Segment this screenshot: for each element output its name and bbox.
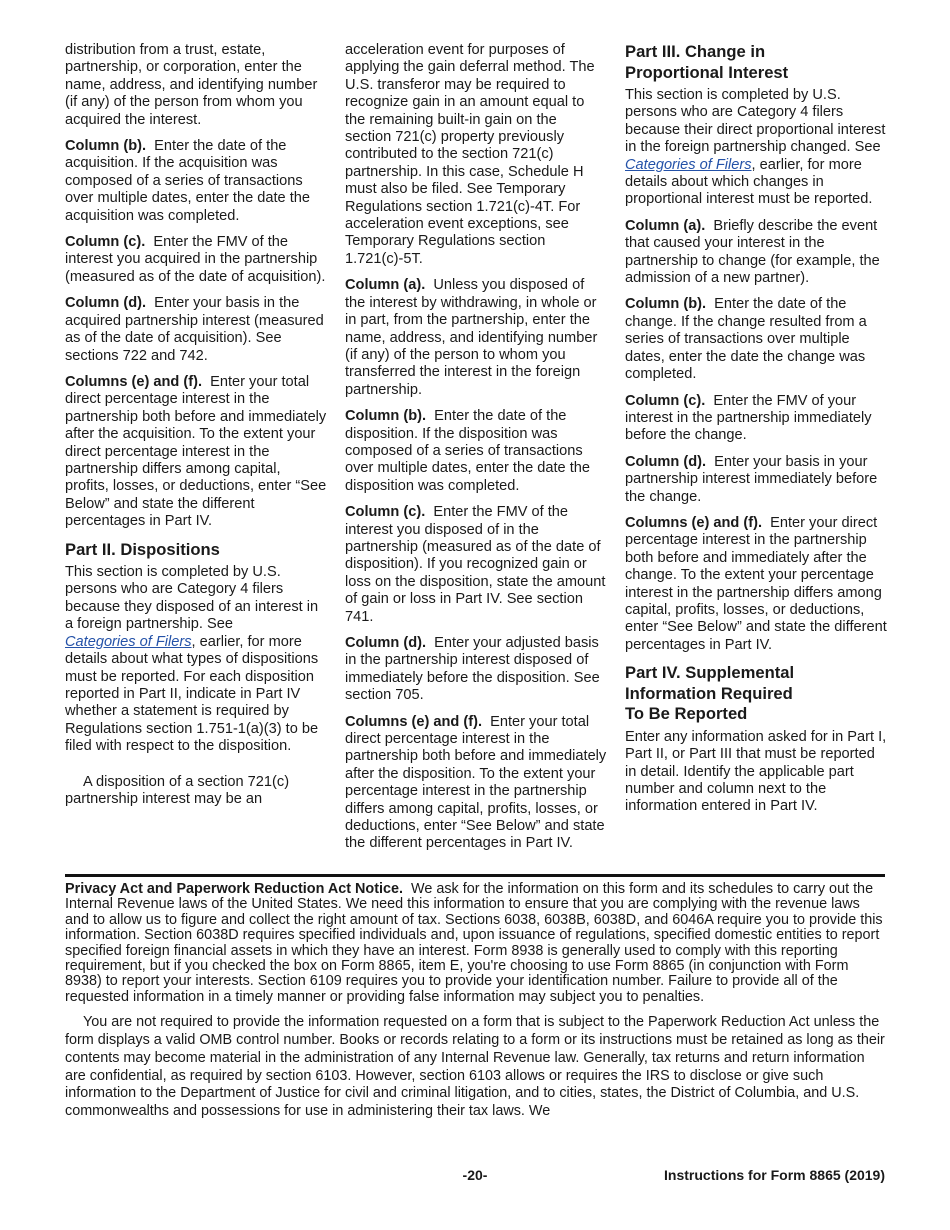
term-label: Column (b).: [345, 408, 427, 425]
paragraph-col2-column-d: [345, 635, 607, 705]
term-text: Enter the FMV of the interest you acquired in the partnership (measured as of the date of acquisition).: [65, 234, 326, 285]
heading-line: Part III. Change in: [625, 42, 766, 61]
paragraph-col3-column-b: [625, 296, 887, 383]
paragraph-col3-column-a: [625, 218, 887, 288]
term-label: Column (d).: [625, 453, 707, 470]
categories-of-filers-link[interactable]: Categories of Filers: [625, 156, 752, 173]
categories-of-filers-link[interactable]: Categories of Filers: [65, 633, 192, 650]
paragraph-col2-columns-ef: [345, 714, 607, 853]
term-label: Columns (e) and (f).: [345, 713, 483, 730]
term-text: Enter your direct percentage interest in the partnership both before and immediately after the change. To the extent your percentage interest in the partnership differs among capital, profits, losses, or deductions, enter “See Below” and state the different percentages in Part IV.: [625, 514, 887, 653]
paragraph-col3-column-c: [625, 393, 887, 445]
term-label: Column (d).: [345, 635, 427, 651]
term-text: Enter your basis in your partnership interest immediately before the change.: [625, 453, 878, 505]
term-text: Enter the FMV of your interest in the partnership immediately before the change.: [625, 392, 872, 444]
page-footer: [65, 1167, 885, 1187]
term-text: Enter your adjusted basis in the partnership interest disposed of immediately before the disposition. See section 705.: [345, 635, 600, 704]
paragraph-col1-columns-ef: [65, 374, 327, 531]
column-middle: [345, 42, 607, 872]
heading-line: Information Required: [625, 683, 793, 703]
form-title: Instructions for Form 8865 (2019): [664, 1167, 885, 1183]
paragraph-col2-column-b: [345, 408, 607, 495]
term-text: Enter the date of the acquisition. If the acquisition was composed of a series of transactions over multiple dates, enter the date the acquisition was completed.: [65, 138, 311, 224]
paragraph-col1-column-b: [65, 138, 327, 225]
term-label: Column (a).: [345, 277, 426, 294]
term-label: Column (c).: [345, 504, 426, 521]
term-label: Columns (e) and (f).: [65, 373, 203, 390]
heading-line: Proportional Interest: [625, 62, 789, 82]
heading-part-iii: [625, 42, 887, 83]
paragraph-part-iv: Enter any information asked for in Part I, Part II, or Part III that must be reported in detail. Identify the applicable part number and column next to the information entered in Part IV.: [625, 728, 887, 815]
part-iii-text-1: This section is completed by U.S. persons who are Category 4 filers because their direct proportional interest in the foreign partnership changed. See: [625, 87, 886, 156]
term-text: Enter your total direct percentage interest in the partnership both before and immediately after the acquisition. To the extent your direct percentage interest in the partnership differs among capital, profits, losses, or deductions, enter “See Below” and state the different percentages in Part IV.: [65, 373, 327, 530]
page-number: -20-: [462, 1167, 488, 1183]
heading-part-iv: [625, 663, 887, 725]
privacy-label: Privacy Act and Paperwork Reduction Act Notice.: [65, 881, 404, 897]
part-ii-text-1: This section is completed by U.S. persons who are Category 4 filers because they disposed of an interest in a foreign partnership. See: [65, 564, 319, 633]
privacy-act-notice: [65, 874, 885, 1130]
term-text: Enter your total direct percentage interest in the partnership both before and immediately after the disposition. To the extent your percentage interest in the partnership differs among capital, profits, losses, or deductions, enter “See Below” and state the different percentages in Part IV.: [345, 713, 607, 852]
term-label: Column (c).: [65, 234, 146, 251]
term-label: Columns (e) and (f).: [625, 514, 763, 531]
term-text: Briefly describe the event that caused your interest in the partnership to change (for example, the admission of a new partner).: [625, 217, 880, 287]
term-text: Unless you disposed of the interest by withdrawing, in whole or in part, from the partnership, enter the name, address, and identifying number (if any) of the person to whom you transferred the interest in the foreign partnership.: [345, 277, 598, 398]
heading-line: To Be Reported: [625, 704, 748, 724]
heading-line: Part IV. Supplemental: [625, 663, 795, 683]
paragraph-col3-columns-ef: [625, 515, 887, 654]
term-text: Enter the date of the change. If the change resulted from a series of transactions over multiple dates, enter the date the change was completed.: [625, 296, 867, 383]
paragraph-col3-column-d: [625, 454, 887, 506]
paragraph-acquired-from: distribution from a trust, estate, partnership, or corporation, enter the name, address, and identifying number (if any) of the person from whom you acquired the interest.: [65, 42, 318, 128]
term-label: Column (c).: [625, 392, 706, 409]
term-label: Column (b).: [65, 138, 147, 155]
heading-part-ii: Part II. Dispositions: [65, 539, 220, 559]
term-label: Column (b).: [625, 296, 707, 313]
column-left: [65, 42, 327, 872]
paragraph-col2-column-a: [345, 277, 607, 399]
paragraph-acceleration-event: acceleration event for purposes of applying the gain deferral method. The U.S. transferor may be required to recognize gain in an amount equal to the remaining built-in gain on the section 721(c) property previously contributed to the section 721(c) partnership. In this case, Schedule H must also be filed. See Temporary Regulations section 1.721(c)-4T. For acceleration event exceptions, see Temporary Regulations section 1.721(c)-5T.: [345, 42, 595, 267]
term-text: Enter the FMV of the interest you disposed of in the partnership (measured as of the date of disposition). If you recognized gain or loss on the disposition, state the amount of gain or loss in Part IV. See section 741.: [345, 504, 606, 625]
term-text: Enter the date of the disposition. If the disposition was composed of a series of transactions over multiple dates, enter the date the disposition was completed.: [345, 408, 591, 494]
privacy-paragraph-1: [65, 882, 885, 1005]
privacy-paragraph-2: You are not required to provide the information requested on a form that is subject to the Paperwork Reduction Act unless the form displays a valid OMB control number. Books or records relating to a form or its instructions must be retained as long as their contents may become material in the administration of any Internal Revenue law. Generally, tax returns and return information are confidential, as required by section 6103. However, section 6103 allows or requires the IRS to disclose or give such information to the Department of Justice for civil and criminal litigation, and to cities, states, the District of Columbia, and U.S. commonwealths and possessions for use in administering their tax laws. We: [65, 1014, 885, 1120]
paragraph-col2-column-c: [345, 504, 607, 626]
paragraph-col1-column-d: [65, 295, 327, 365]
part-ii-text-2: , earlier, for more details about what types of dispositions must be reported. For each disposition reported in Part II, indicate in Part IV whether a statement is required by Regulations section 1.751-1(a)(3) to be filed with respect to the disposition.: [65, 633, 319, 755]
term-label: Column (d).: [65, 295, 147, 312]
column-right: [625, 42, 887, 872]
term-label: Column (a).: [625, 217, 706, 234]
paragraph-part-iii-intro: [625, 87, 887, 209]
paragraph-part-ii-intro: [65, 564, 327, 755]
three-column-body: [65, 42, 887, 872]
part-iii-text-2: , earlier, for more details about which changes in proportional interest must be reported.: [625, 156, 873, 208]
privacy-text-1: We ask for the information on this form and its schedules to carry out the Internal Revenue laws of the United States. We need this information to ensure that you are complying with the revenue laws and to allow us to figure and collect the right amount of tax. Sections 6038, 6038B, 6038D, and 6046A require you to provide this information. Section 6038D requires specified individuals and, upon issuance of regulations, specified domestic entities to report specified foreign financial assets in which they have an interest. Form 8938 is generally used to comply with this reporting requirement, but if you checked the box on Form 8865, item E, you're choosing to use Form 8865 (in conjunction with Form 8938) to report your interests. Section 6109 requires you to provide your identification number. Failure to provide all of the requested information in a timely manner or providing false information may subject you to penalties.: [65, 881, 883, 1005]
paragraph-721c-disposition: A disposition of a section 721(c) partnership interest may be an: [65, 773, 290, 807]
term-text: Enter your basis in the acquired partnership interest (measured as of the date of acquisition). See sections 722 and 742.: [65, 295, 324, 364]
paragraph-col1-column-c: [65, 234, 327, 286]
